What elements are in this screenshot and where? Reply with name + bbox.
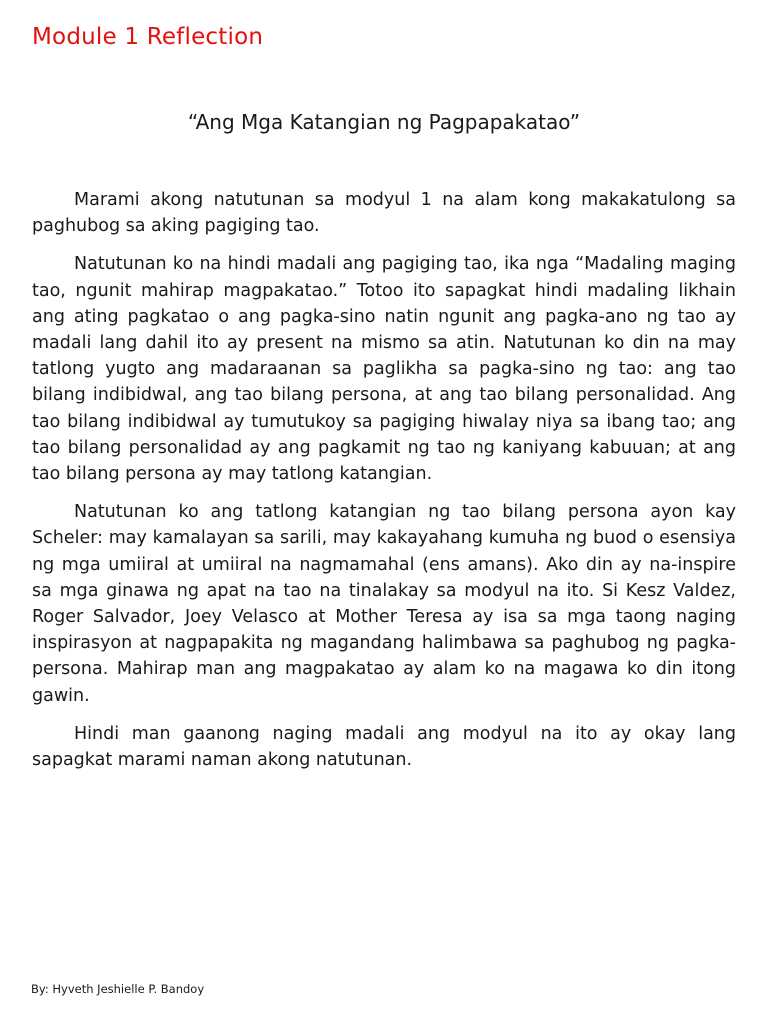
paragraph-1: Marami akong natutunan sa modyul 1 na alam kong makakatulong sa paghubog sa aking pagiging tao. — [32, 190, 736, 237]
document-title: “Ang Mga Katangian ng Pagpapakatao” — [187, 110, 581, 134]
author-byline: By: Hyveth Jeshielle P. Bandoy — [31, 982, 205, 996]
document-body — [32, 187, 736, 785]
paragraph-4: Hindi man gaanong naging madali ang modyul na ito ay okay lang sapagkat marami naman akong natutunan. — [32, 723, 736, 771]
module-heading: Module 1 Reflection — [32, 24, 264, 50]
paragraph-3: Natutunan ko ang tatlong katangian ng tao bilang persona ayon kay Scheler: may kamalayan sa sarili, may kakayahang kumuha ng buod o esensiya ng mga umiiral at umiiral na nagmamahal (ens amans). Ako din ay na-inspire sa mga ginawa ng apat na tao na tinalakay sa modyul na ito. Si Kesz Valdez, Roger Salvador, Joey Velasco at Mother Teresa ay isa sa mga taong naging inspirasyon at nagpapakita ng magandang halimbawa sa paghubog ng pagka-persona. Mahirap man ang magpakatao ay alam ko na magawa ko din itong gawin. — [32, 502, 736, 706]
paragraph-2: Natutunan ko na hindi madali ang pagiging tao, ika nga “Madaling maging tao, ngunit mahirap magpakatao.” Totoo ito sapagkat hindi madaling likhain ang ating pagkatao o ang pagka-sino natin ngunit ang pagka-ano ng tao ay madali lang dahil ito ay present na mismo sa atin. Natutunan ko din na may tatlong yugto ang madaraanan sa paglikha sa pagka-sino ng tao: ang tao bilang indibidwal, ang tao bilang persona, at ang tao bilang personalidad. Ang tao bilang indibidwal ay tumutukoy sa pagiging hiwalay niya sa ibang tao; ang tao bilang personalidad ay ang pagkamit ng tao ng kaniyang kabuuan; at ang tao bilang persona ay may tatlong katangian. — [32, 254, 736, 485]
